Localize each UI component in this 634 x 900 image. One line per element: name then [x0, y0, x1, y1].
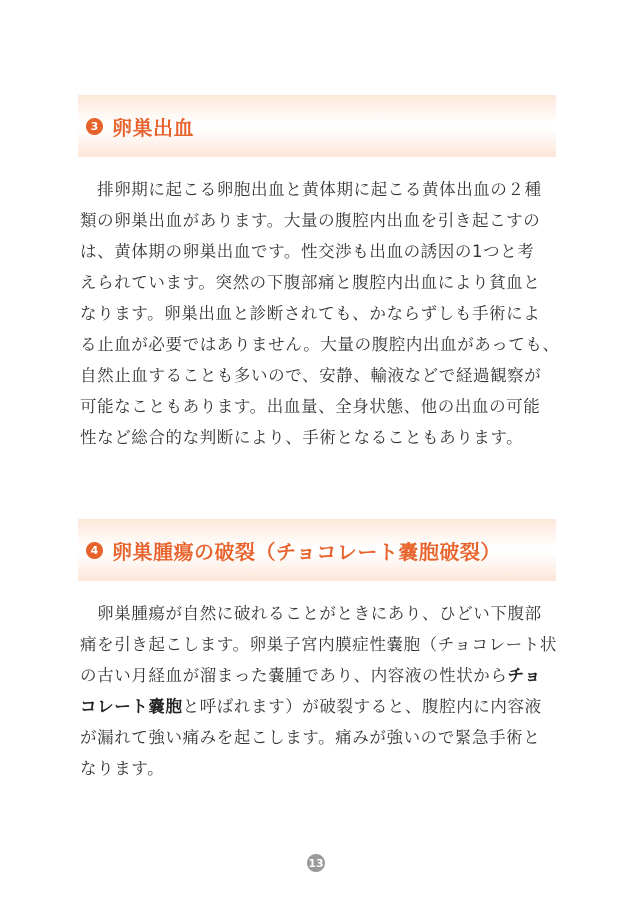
paragraph-line: 類の卵巣出血があります。大量の腹腔内出血を引き起こすの: [80, 211, 541, 230]
section-4-header: [78, 519, 556, 581]
paragraph-text: の古い月経血が溜まった嚢腫であり、内容液の性状から: [80, 666, 508, 685]
page-number: 13: [307, 854, 325, 872]
paragraph-text: と呼ばれます）が破裂すると、腹腔内に内容液: [182, 697, 542, 716]
paragraph-line: [80, 691, 560, 722]
section-3-body: [80, 174, 560, 453]
paragraph-line: えられています。突然の下腹部痛と腹腔内出血により貧血と: [80, 273, 541, 292]
emphasized-term: コレート嚢胞: [80, 697, 183, 716]
emphasized-term: チョ: [507, 666, 542, 685]
paragraph-line: 排卵期に起こる卵胞出血と黄体期に起こる黄体出血の２種: [80, 180, 542, 199]
paragraph-line: [80, 660, 560, 691]
section-number-badge: 3: [86, 118, 103, 135]
paragraph-line: 可能なこともあります。出血量、全身状態、他の出血の可能: [80, 397, 541, 416]
section-title: 卵巣出血: [112, 115, 194, 140]
paragraph-line: 自然止血することも多いので、安静、輸液などで経過観察が: [80, 366, 542, 385]
section-3-header: [78, 95, 556, 157]
paragraph-line: なります。: [80, 759, 165, 778]
paragraph-line: 痛を引き起こします。卵巣子宮内膜症性嚢胞（チョコレート状: [80, 635, 557, 654]
section-number-badge: 4: [86, 542, 103, 559]
paragraph-line: る止血が必要ではありません。大量の腹腔内出血があっても、: [80, 335, 560, 354]
section-4-body: [80, 598, 560, 784]
paragraph-line: が漏れて強い痛みを起こします。痛みが強いので緊急手術と: [80, 728, 541, 747]
section-title: 卵巣腫瘍の破裂（チョコレート嚢胞破裂）: [112, 539, 501, 564]
paragraph-line: 卵巣腫瘍が自然に破れることがときにあり、ひどい下腹部: [80, 604, 542, 623]
paragraph-line: 性など総合的な判断により、手術となることもあります。: [80, 428, 524, 447]
paragraph-line: は、黄体期の卵巣出血です。性交渉も出血の誘因の1つと考: [80, 242, 535, 261]
paragraph-line: なります。卵巣出血と診断されても、かならずしも手術によ: [80, 304, 541, 323]
